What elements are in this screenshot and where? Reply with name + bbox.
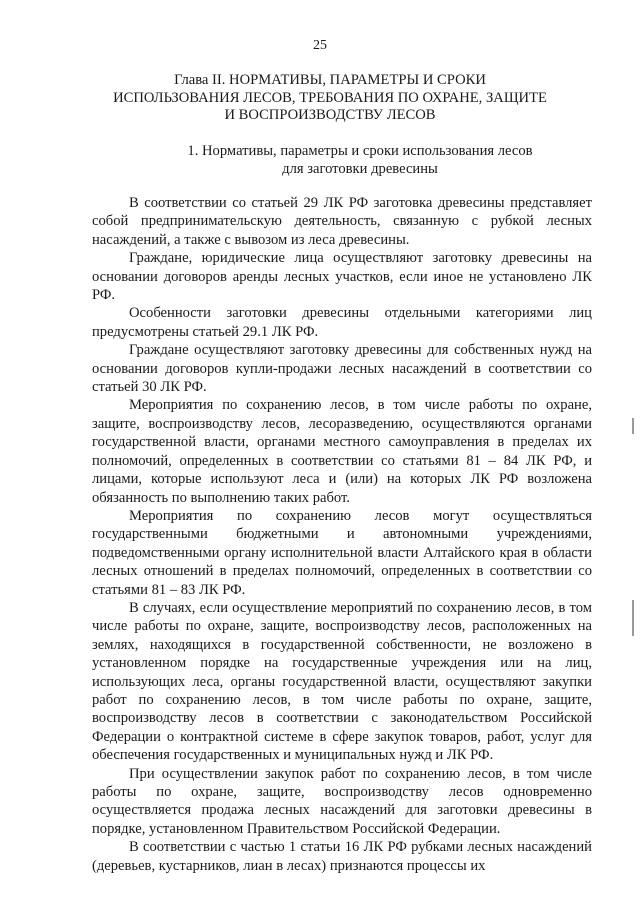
section-title-line: 1. Нормативы, параметры и сроки использования лесов (187, 143, 533, 159)
chapter-title-line: ИСПОЛЬЗОВАНИЯ ЛЕСОВ, ТРЕБОВАНИЯ ПО ОХРАНЕ, ЗАЩИТЕ (113, 89, 547, 106)
body-text (92, 194, 592, 875)
paragraph: Граждане, юридические лица осуществляют заготовку древесины на основании договоров аренды лесных участков, если иное не установлено ЛК РФ. (92, 250, 592, 304)
page-number: 25 (313, 38, 327, 53)
paragraph: При осуществлении закупок работ по сохранению лесов, в том числе работы по охране, защите, воспроизводству лесов одновременно осуществляется продажа лесных насаждений для заготовки древесины в порядке, установленном Правительством Российской Федерации. (92, 765, 592, 837)
paragraph: Особенности заготовки древесины отдельными категориями лиц предусмотрены статьей 29.1 ЛК РФ. (92, 305, 592, 340)
paragraph: Мероприятия по сохранению лесов могут осуществляться государственными бюджетными и автономными учреждениями, подведомственными органу исполнительной власти Алтайского края в области лесных отношений в пределах полномочий, определенных в соответствии со статьями 81 – 83 ЛК РФ. (92, 507, 592, 598)
paragraph: В соответствии с частью 1 статьи 16 ЛК РФ рубками лесных насаждений (деревьев, кустарников, лиан в лесах) признаются процессы их (92, 839, 592, 874)
chapter-title-line: И ВОСПРОИЗВОДСТВУ ЛЕСОВ (224, 107, 436, 123)
chapter-title (100, 72, 560, 125)
paragraph: Граждане осуществляют заготовку древесины для собственных нужд на основании договоров купли-продажи лесных насаждений в соответствии со статьей 30 ЛК РФ. (92, 342, 592, 396)
chapter-title-line: Глава II. НОРМАТИВЫ, ПАРАМЕТРЫ И СРОКИ (174, 72, 486, 88)
section-title (150, 143, 570, 178)
scan-margin-mark (632, 600, 634, 636)
scan-margin-mark (632, 418, 634, 434)
paragraph: Мероприятия по сохранению лесов, в том числе работы по охране, защите, воспроизводству лесов, лесоразведению, осуществляются органами государственной власти, органами местного самоуправления в пределах их полномочий, определенных в соответствии со статьями 81 – 84 ЛК РФ, и лицами, которые используют леса и (или) на которых ЛК РФ возложена обязанность по выполнению таких работ. (92, 397, 592, 506)
section-title-line: для заготовки древесины (282, 160, 438, 177)
paragraph: В случаях, если осуществление мероприятий по сохранению лесов, в том числе работы по охране, защите, воспроизводству лесов, расположенных на землях, находящихся в государственной собственности, не возложено в установленном порядке на государственные учреждения или на лиц, использующих леса, органы государственной власти, осуществляют закупки работ по сохранению лесов, в том числе работы по охране, защите, воспроизводству лесов в соответствии с законодательством Российской Федерации о контрактной системе в сфере закупок товаров, работ, услуг для обеспечения государственных и муниципальных нужд и ЛК РФ. (92, 599, 592, 764)
paragraph: В соответствии со статьей 29 ЛК РФ заготовка древесины представляет собой предпринимательскую деятельность, связанную с рубкой лесных насаждений, а также с вывозом из леса древесины. (92, 195, 592, 248)
